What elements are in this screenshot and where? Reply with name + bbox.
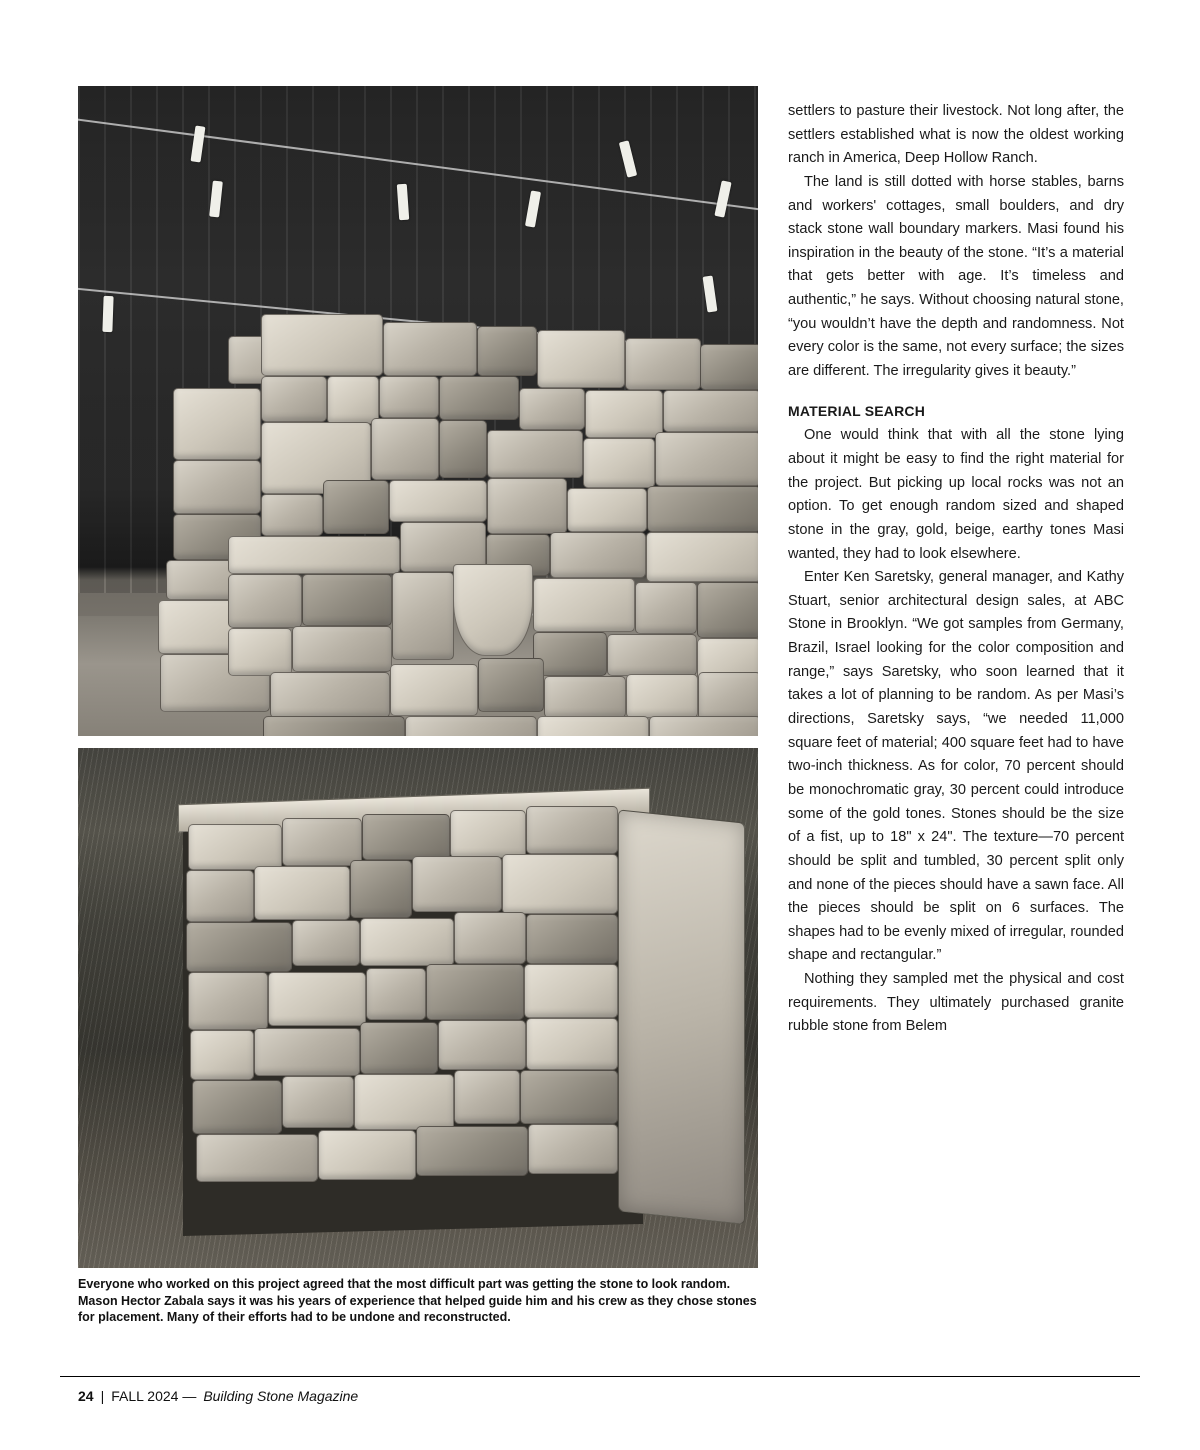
wall-stone <box>188 972 268 1030</box>
figure-caption: Everyone who worked on this project agreed that the most difficult part was getting the stone to look random. Mason Hector Zabala says it was his years of experience that helped guide him and his crew as they chose stones for placement. Many of their efforts had to be undone and reconstructed. <box>78 1277 757 1325</box>
wall-stone <box>450 810 526 858</box>
wall-stone <box>487 478 567 534</box>
wall-stone <box>533 578 635 632</box>
wall-stone <box>362 814 450 860</box>
wall-stone <box>186 922 292 972</box>
wall-stone <box>526 806 618 854</box>
wall-stone <box>371 418 439 480</box>
wall-stone <box>626 674 698 718</box>
page-footer <box>78 1388 358 1404</box>
article-paragraph: One would think that with all the stone lying about it might be easy to find the right material for the project. But picking up local rocks was not an option. To get enough random sized and shaped stone in the gray, gold, beige, earthy tones Masi wanted, they had to look elsewhere. <box>788 427 1124 562</box>
figure-column <box>78 86 758 1326</box>
wall-stone <box>655 432 758 486</box>
wall-stone <box>550 532 646 578</box>
wall-stone <box>519 388 585 430</box>
wall-stone <box>426 964 524 1020</box>
wall-stone <box>646 532 758 582</box>
wall-stone <box>282 1076 354 1128</box>
wall-stone <box>302 574 392 626</box>
wall-stone <box>700 344 758 390</box>
wall-stone <box>487 430 583 478</box>
wall-stone <box>533 632 607 676</box>
wall-stone <box>412 856 502 912</box>
wall-stone <box>360 1022 438 1074</box>
wall-stone <box>439 376 519 420</box>
wall-stone <box>323 480 389 534</box>
page-number: 24 <box>78 1388 94 1404</box>
wall-stone <box>454 912 526 964</box>
line-clip-7 <box>102 296 113 332</box>
wall-stone <box>524 964 618 1018</box>
wall-end-large-stone <box>618 809 745 1224</box>
wall-stone <box>360 918 454 966</box>
wall-stone <box>261 314 383 376</box>
wall-stone <box>477 326 537 376</box>
article-paragraph: Enter Ken Saretsky, general manager, and Kathy Stuart, senior architectural design sales, at ABC Stone in Brooklyn. “We got samples from Germany, Brazil, Israel looking for the color composition and range,” says Saretsky, who soon learned that it takes a lot of planning to be random. As per Masi’s directions, Saretsky says, “we needed 11,000 square feet of material; 400 square feet had to have two-inch thickness. As for color, 70 percent should be monochromatic gray, 30 percent could introduce some of the gold tones. Stones should be the size of a fist, up to 18" x 24". The texture—70 percent should be split and tumbled, 30 percent split only and none of the pieces should have a sawn face. All the pieces should be split on 6 surfaces. The shapes had to be evenly mixed of irregular, rounded shape and rectangular.” <box>788 569 1124 964</box>
wall-stone <box>350 860 412 918</box>
wall-stone <box>196 1134 318 1182</box>
wall-stone <box>526 914 618 964</box>
wall-stone <box>649 716 758 736</box>
wall-stone <box>228 628 292 676</box>
wall-stone <box>389 480 487 522</box>
footer-magazine-title: Building Stone Magazine <box>203 1388 359 1404</box>
wall-stone <box>190 1030 254 1080</box>
footer-separator: | <box>100 1388 105 1404</box>
wall-stone <box>454 1070 520 1124</box>
wall-stone <box>416 1126 528 1176</box>
wall-stone <box>585 390 663 438</box>
wall-stone <box>173 388 261 460</box>
wall-stone <box>478 658 544 712</box>
wall-stone <box>254 866 350 920</box>
wall-stone <box>520 1070 618 1124</box>
wall-stone <box>366 968 426 1020</box>
wall-stone <box>354 1074 454 1130</box>
wall-stone <box>270 672 390 718</box>
wall-stone <box>186 870 254 922</box>
article-paragraph: Nothing they sampled met the physical and cost requirements. They ultimately purchased granite rubble stone from Belem <box>788 971 1124 1035</box>
article-paragraph: The land is still dotted with horse stables, barns and workers' cottages, small boulders, and dry stack stone wall boundary markers. Masi found his inspiration in the beauty of the stone. “It’s a material that gets better with age. It’s timeless and authentic,” he says. Without choosing natural stone, “you wouldn’t have the depth and randomness. Not every color is the same, not every surface; the sizes are different. The irregularity gives it beauty.” <box>788 173 1124 380</box>
footer-issue: FALL 2024 — <box>111 1388 197 1404</box>
wall-stone <box>567 488 647 532</box>
wall-stone <box>261 494 323 536</box>
wall-stone <box>173 460 261 514</box>
figure-dry-stack-stone-wall-against-barn <box>78 86 758 736</box>
wall-stone <box>544 676 626 718</box>
wall-stone-triangular <box>453 564 533 656</box>
wall-stone <box>528 1124 618 1174</box>
wall-stone <box>318 1130 416 1180</box>
wall-stone <box>292 626 392 672</box>
wall-stone <box>405 716 537 736</box>
wall-stone <box>263 716 405 736</box>
wall-stone <box>438 1020 526 1070</box>
wall-stone <box>697 582 758 638</box>
wall-stone <box>228 574 302 628</box>
wall-stone <box>282 818 362 866</box>
figure-freestanding-dry-stack-wall-in-field <box>78 748 758 1268</box>
wall-stone <box>383 322 477 376</box>
wall-stone <box>502 854 618 914</box>
article-paragraph: settlers to pasture their livestock. Not long after, the settlers established what is now the oldest working ranch in America, Deep Hollow Ranch. <box>788 103 1124 167</box>
wall-stone <box>392 572 454 660</box>
wall-stone <box>327 376 379 424</box>
wall-stone <box>583 438 655 488</box>
wall-stone <box>663 390 758 432</box>
wall-stone <box>228 536 400 574</box>
wall-stone <box>647 486 758 532</box>
wall-stone <box>698 672 758 720</box>
wall-stone <box>439 420 487 478</box>
wall-stone <box>635 582 697 634</box>
wall-stone <box>537 330 625 388</box>
footer-divider <box>60 1376 1140 1377</box>
wall-stone <box>192 1080 282 1134</box>
article-text-column <box>788 100 1124 1039</box>
wall-stone <box>188 824 282 870</box>
wall-stone <box>292 920 360 966</box>
wall-stone <box>261 376 327 422</box>
wall-stone <box>268 972 366 1026</box>
wall-stone <box>537 716 649 736</box>
wall-stone <box>526 1018 618 1070</box>
wall-stone <box>254 1028 360 1076</box>
section-heading: MATERIAL SEARCH <box>788 402 926 419</box>
wall-stone <box>625 338 701 390</box>
wall-stone <box>390 664 478 716</box>
wall-stone <box>379 376 439 418</box>
wall-stone <box>607 634 697 676</box>
